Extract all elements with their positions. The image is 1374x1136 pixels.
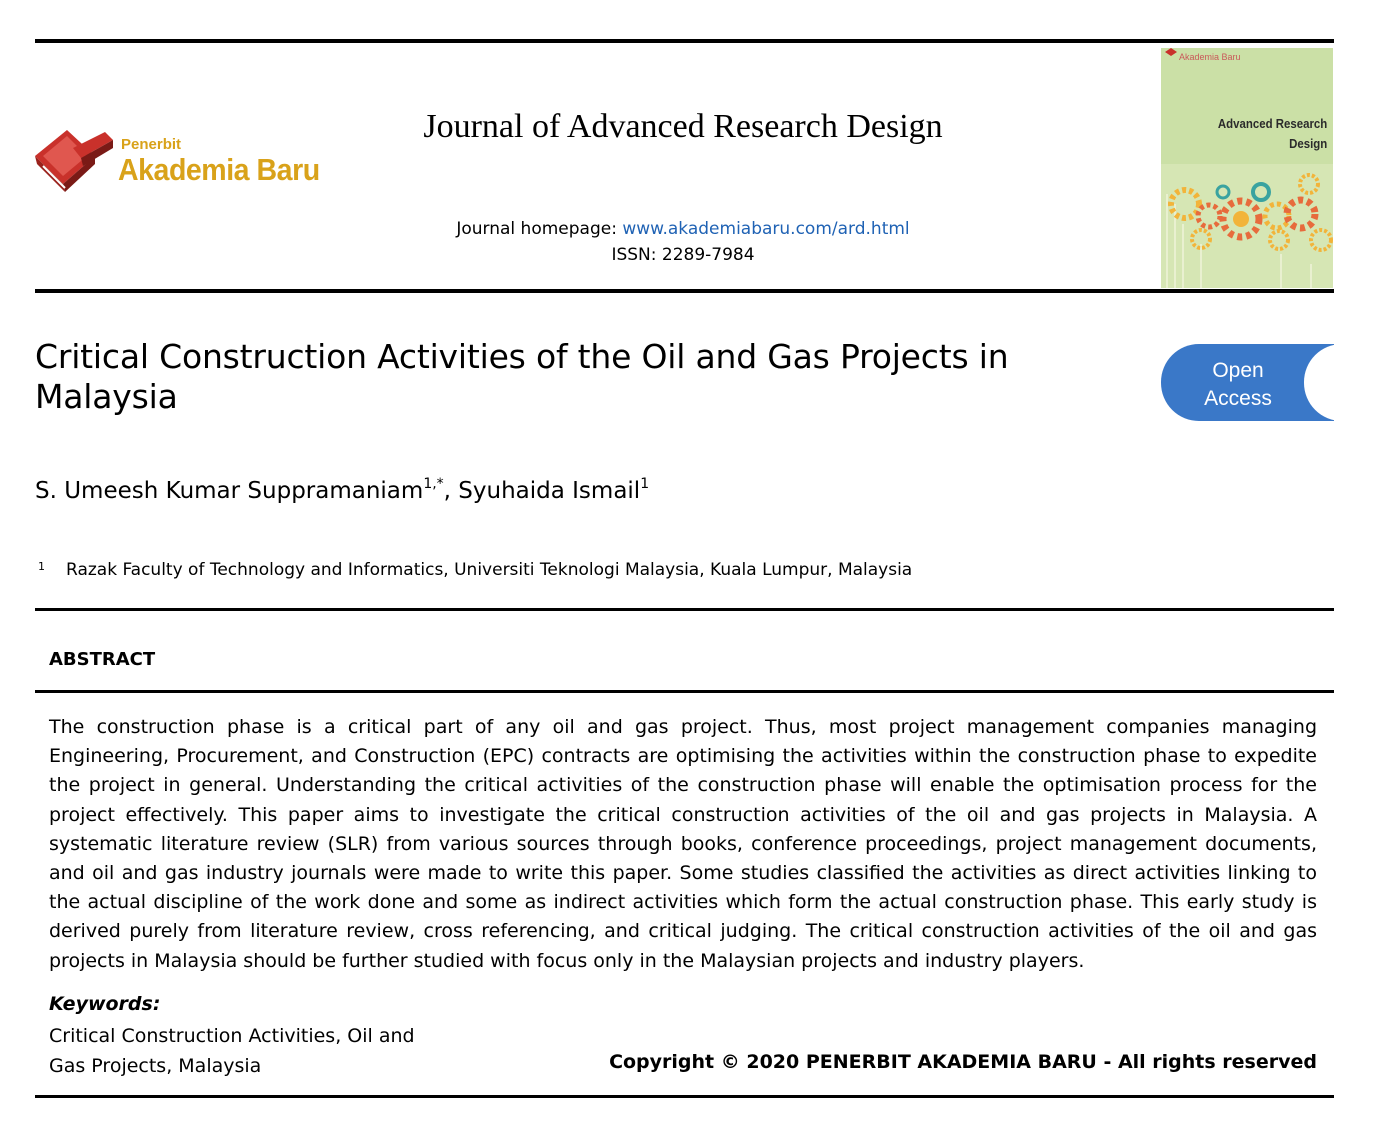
publisher-logo — [33, 126, 343, 206]
header-bottom-rule — [35, 289, 1334, 293]
author-affiliation-mark: 1,* — [423, 476, 444, 492]
homepage-link[interactable]: www.akademiabaru.com/ard.html — [622, 219, 910, 239]
abstract-heading: ABSTRACT — [49, 649, 156, 670]
affiliation: Razak Faculty of Technology and Informatics, Universiti Teknologi Malaysia, Kuala Lumpur, Malaysia — [66, 560, 913, 580]
affiliation-rule — [35, 608, 1334, 611]
author-name: Syuhaida Ismail — [458, 478, 641, 504]
cover-title — [1218, 114, 1327, 154]
open-access-line2: Access — [1204, 387, 1272, 410]
journal-homepage — [383, 219, 983, 239]
cover-brand: Akademia Baru — [1179, 52, 1241, 62]
keywords-heading: Keywords: — [49, 993, 161, 1015]
authors — [35, 478, 649, 504]
publisher-name: Akademia Baru — [118, 152, 320, 187]
paper-title-line2: Malaysia — [35, 377, 178, 416]
book-logo-icon — [33, 126, 119, 202]
journal-cover — [1161, 44, 1333, 288]
publisher-small-label: Penerbit — [121, 136, 182, 153]
bottom-rule — [35, 1095, 1334, 1098]
author-affiliation-mark: 1 — [640, 476, 650, 492]
cover-title-line2: Design — [1288, 136, 1327, 151]
copyright-notice: Copyright © 2020 PENERBIT AKADEMIA BARU - All rights reserved — [609, 1051, 1317, 1073]
open-access-badge — [1161, 344, 1334, 421]
paper-title-line1: Critical Construction Activities of the Oil and Gas Projects in — [35, 337, 1009, 376]
paper-title — [35, 337, 1125, 417]
abstract-rule — [35, 690, 1334, 693]
abstract-text: The construction phase is a critical part of any oil and gas project. Thus, most project management companies managing Engineering, Procurement, and Construction (EPC) contracts are optimising the activities within the construction phase to expedite the project in general. Understanding the critical activities of the construction phase will enable the optimisation process for the project effectively. This paper aims to investigate the critical construction activities of the oil and gas projects in Malaysia. A systematic literature review (SLR) from various sources through books, conference proceedings, project management documents, and oil and gas industry journals were made to write this paper. Some studies classified the activities as direct activities linking to the actual discipline of the work done and some as indirect activities which form the actual construction phase. This early study is derived purely from literature review, cross referencing, and critical judging. The critical construction activities of the oil and gas projects in Malaysia should be further studied with focus only in the Malaysian projects and industry players. — [49, 716, 1317, 972]
cover-title-line1: Advanced Research — [1217, 116, 1327, 131]
keywords-text: Critical Construction Activities, Oil and Gas Projects, Malaysia — [49, 1025, 415, 1077]
open-access-line1: Open — [1212, 359, 1264, 382]
cover-gears-icon — [1161, 44, 1333, 288]
author-name: S. Umeesh Kumar Suppramaniam — [35, 478, 424, 504]
author-separator: , — [443, 478, 459, 504]
homepage-label: Journal homepage: — [456, 219, 623, 239]
journal-issn: ISSN: 2289-7984 — [611, 245, 755, 265]
top-rule — [35, 39, 1334, 43]
journal-title: Journal of Advanced Research Design — [423, 108, 943, 145]
affiliation-number: 1 — [38, 560, 45, 573]
